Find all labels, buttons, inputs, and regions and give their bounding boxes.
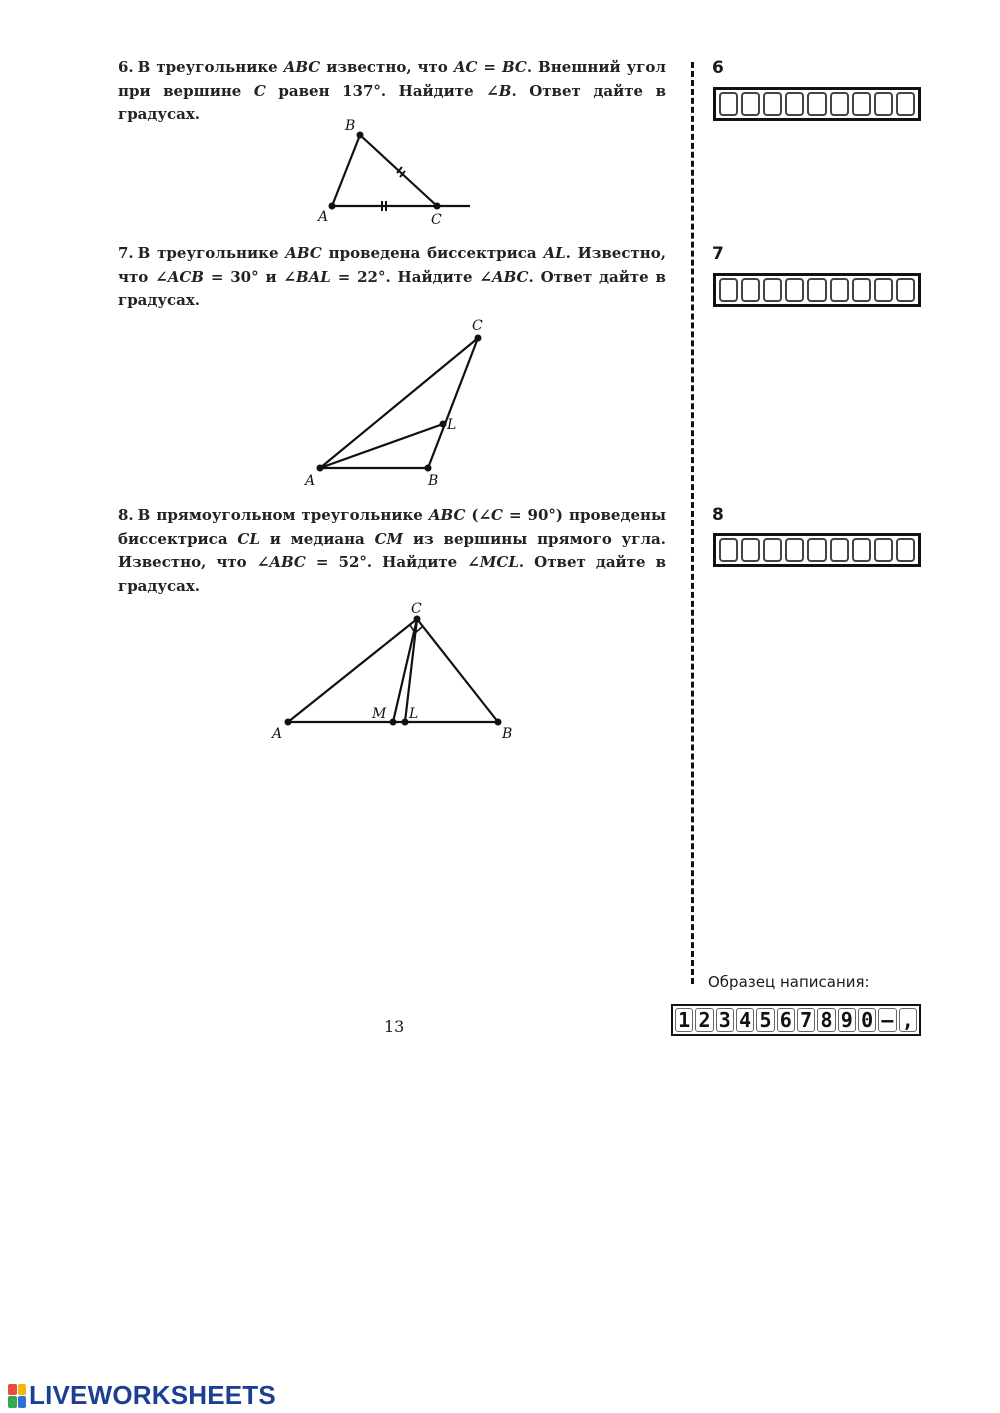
- answer-cell[interactable]: [807, 278, 826, 302]
- sample-char: 7: [797, 1008, 815, 1032]
- answer-cell[interactable]: [830, 92, 849, 116]
- answer-6-label: 6: [712, 58, 724, 78]
- side-ab: [332, 135, 360, 206]
- sample-char: 1: [675, 1008, 693, 1032]
- label-c: C: [472, 318, 483, 334]
- page-number: 13: [384, 1017, 405, 1036]
- point-a: [329, 203, 336, 210]
- point-b: [495, 719, 502, 726]
- sample-char: 0: [858, 1008, 876, 1032]
- label-a: A: [305, 473, 316, 489]
- label-l: L: [409, 706, 419, 722]
- sample-char: 6: [777, 1008, 795, 1032]
- answer-cell[interactable]: [874, 278, 893, 302]
- logo-icon: [8, 1384, 26, 1408]
- answer-6-box[interactable]: [713, 87, 921, 121]
- answer-cell[interactable]: [785, 538, 804, 562]
- sample-char: 2: [695, 1008, 713, 1032]
- point-l: [402, 719, 409, 726]
- answer-cell[interactable]: [807, 92, 826, 116]
- answer-cell[interactable]: [763, 92, 782, 116]
- label-b: B: [345, 118, 356, 134]
- sample-strip: [671, 1004, 921, 1036]
- answer-cell[interactable]: [719, 278, 738, 302]
- sample-char: –: [878, 1008, 896, 1032]
- answer-8-box[interactable]: [713, 533, 921, 567]
- answer-cell[interactable]: [896, 92, 915, 116]
- answer-cell[interactable]: [896, 538, 915, 562]
- problem-number: 7.: [118, 244, 134, 262]
- sample-char: 3: [716, 1008, 734, 1032]
- answer-cell[interactable]: [807, 538, 826, 562]
- point-c: [434, 203, 441, 210]
- answer-cell[interactable]: [719, 92, 738, 116]
- sample-char: 8: [817, 1008, 835, 1032]
- point-b: [357, 132, 364, 139]
- answer-cell[interactable]: [763, 278, 782, 302]
- problem-6-diagram: [300, 110, 490, 230]
- sample-char: 5: [756, 1008, 774, 1032]
- point-c: [475, 335, 482, 342]
- problem-number: 6.: [118, 58, 134, 76]
- answer-7-label: 7: [712, 244, 724, 264]
- answer-cell[interactable]: [874, 538, 893, 562]
- label-m: M: [372, 706, 387, 722]
- problem-7-diagram: [295, 310, 505, 490]
- label-a: A: [318, 209, 329, 225]
- point-b: [425, 465, 432, 472]
- label-a: A: [272, 726, 283, 742]
- answer-cell[interactable]: [852, 92, 871, 116]
- problem-7-text: 7. В треугольнике ABC проведена биссектриса AL. Известно, что ∠ACB = 30° и ∠BAL = 22°. Найдите ∠ABC. Ответ дайте в градусах.: [118, 244, 666, 309]
- answer-cell[interactable]: [896, 278, 915, 302]
- sample-char: 9: [838, 1008, 856, 1032]
- sample-char: 4: [736, 1008, 754, 1032]
- side-ac: [320, 338, 478, 468]
- label-c: C: [411, 601, 422, 617]
- label-c: C: [431, 212, 442, 228]
- leg-bc: [417, 619, 498, 722]
- answer-cell[interactable]: [741, 92, 760, 116]
- sample-char: ,: [899, 1008, 917, 1032]
- answer-cell[interactable]: [763, 538, 782, 562]
- answer-cell[interactable]: [741, 278, 760, 302]
- answer-cell[interactable]: [830, 278, 849, 302]
- answer-7-box[interactable]: [713, 273, 921, 307]
- problem-8-diagram: [265, 598, 525, 748]
- label-b: B: [428, 473, 439, 489]
- logo-text: LIVEWORKSHEETS: [29, 1380, 276, 1410]
- answer-8-label: 8: [712, 505, 724, 525]
- answer-cell[interactable]: [785, 92, 804, 116]
- point-l: [440, 421, 447, 428]
- answer-cell[interactable]: [852, 538, 871, 562]
- point-m: [390, 719, 397, 726]
- answer-cell[interactable]: [785, 278, 804, 302]
- label-b: B: [502, 726, 513, 742]
- answer-cell[interactable]: [874, 92, 893, 116]
- cut-line-divider: [691, 62, 694, 984]
- answer-cell[interactable]: [852, 278, 871, 302]
- problem-8-text: 8. В прямоугольном треугольнике ABC (∠C = 90°) проведены биссектриса CL и медиана CM из вершины прямого угла. Известно, что ∠ABC = 52°. Найдите ∠MCL. Ответ дайте в градусах.: [118, 506, 666, 595]
- sample-label: Образец написания:: [708, 973, 870, 991]
- liveworksheets-logo[interactable]: [8, 1380, 276, 1411]
- problem-number: 8.: [118, 506, 134, 524]
- point-a: [285, 719, 292, 726]
- answer-cell[interactable]: [719, 538, 738, 562]
- answer-cell[interactable]: [830, 538, 849, 562]
- point-a: [317, 465, 324, 472]
- problem-6-text: 6. В треугольнике ABC известно, что AC = BC. Внешний угол при вершине C равен 137°. Найдите ∠B. Ответ дайте в градусах.: [118, 58, 666, 123]
- answer-cell[interactable]: [741, 538, 760, 562]
- label-l: L: [447, 417, 457, 433]
- bisector-al: [320, 424, 443, 468]
